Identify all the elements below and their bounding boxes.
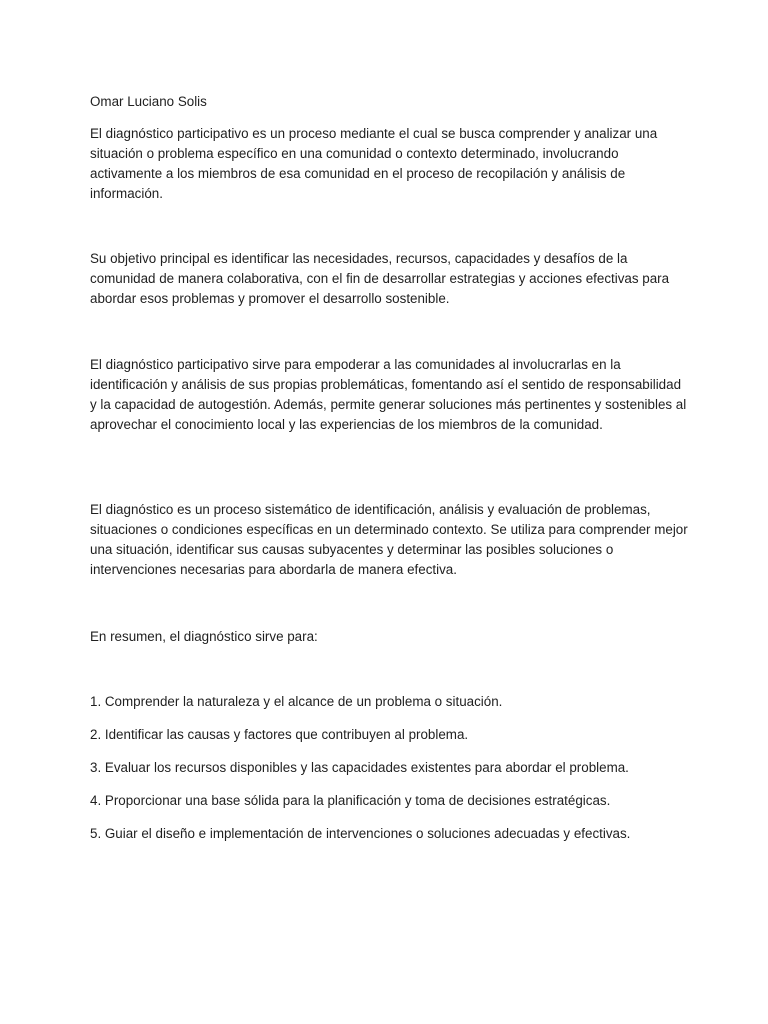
list-item: 4. Proporcionar una base sólida para la planificación y toma de decisiones estratégicas. [90, 793, 611, 808]
list-item: 2. Identificar las causas y factores que contribuyen al problema. [90, 727, 469, 742]
paragraph-main-objective: Su objetivo principal es identificar las necesidades, recursos, capacidades y desafíos de la comunidad de manera colaborativa, con el fin de desarrollar estrategias y acciones efectivas para abordar esos problemas y promover el desarrollo sostenible. [90, 251, 670, 306]
list-item: 1. Comprender la naturaleza y el alcance de un problema o situación. [90, 694, 503, 709]
paragraph-diagnosis-definition: El diagnóstico es un proceso sistemático de identificación, análisis y evaluación de problemas, situaciones o condiciones específicas en un determinado contexto. Se utiliza para comprender mejor una situación, identificar sus causas subyacentes y determinar las posibles soluciones o intervenciones necesarias para abordarla de manera efectiva. [90, 502, 688, 577]
paragraph-purpose: El diagnóstico participativo sirve para empoderar a las comunidades al involucrarlas en la identificación y análisis de sus propias problemáticas, fomentando así el sentido de responsabilidad y la capacidad de autogestión. Además, permite generar soluciones más pertinentes y sostenibles al aprovechar el conocimiento local y las experiencias de los miembros de la comunidad. [90, 357, 687, 432]
list-item: 3. Evaluar los recursos disponibles y las capacidades existentes para abordar el problema. [90, 760, 629, 775]
list-item: 5. Guiar el diseño e implementación de intervenciones o soluciones adecuadas y efectivas. [90, 826, 631, 841]
paragraph-participatory-definition: El diagnóstico participativo es un proceso mediante el cual se busca comprender y analizar una situación o problema específico en una comunidad o contexto determinado, involucrando activamente a los miembros de esa comunidad en el proceso de recopilación y análisis de información. [90, 126, 658, 201]
author-name: Omar Luciano Solis [90, 94, 207, 109]
paragraph-summary-intro: En resumen, el diagnóstico sirve para: [90, 629, 318, 644]
